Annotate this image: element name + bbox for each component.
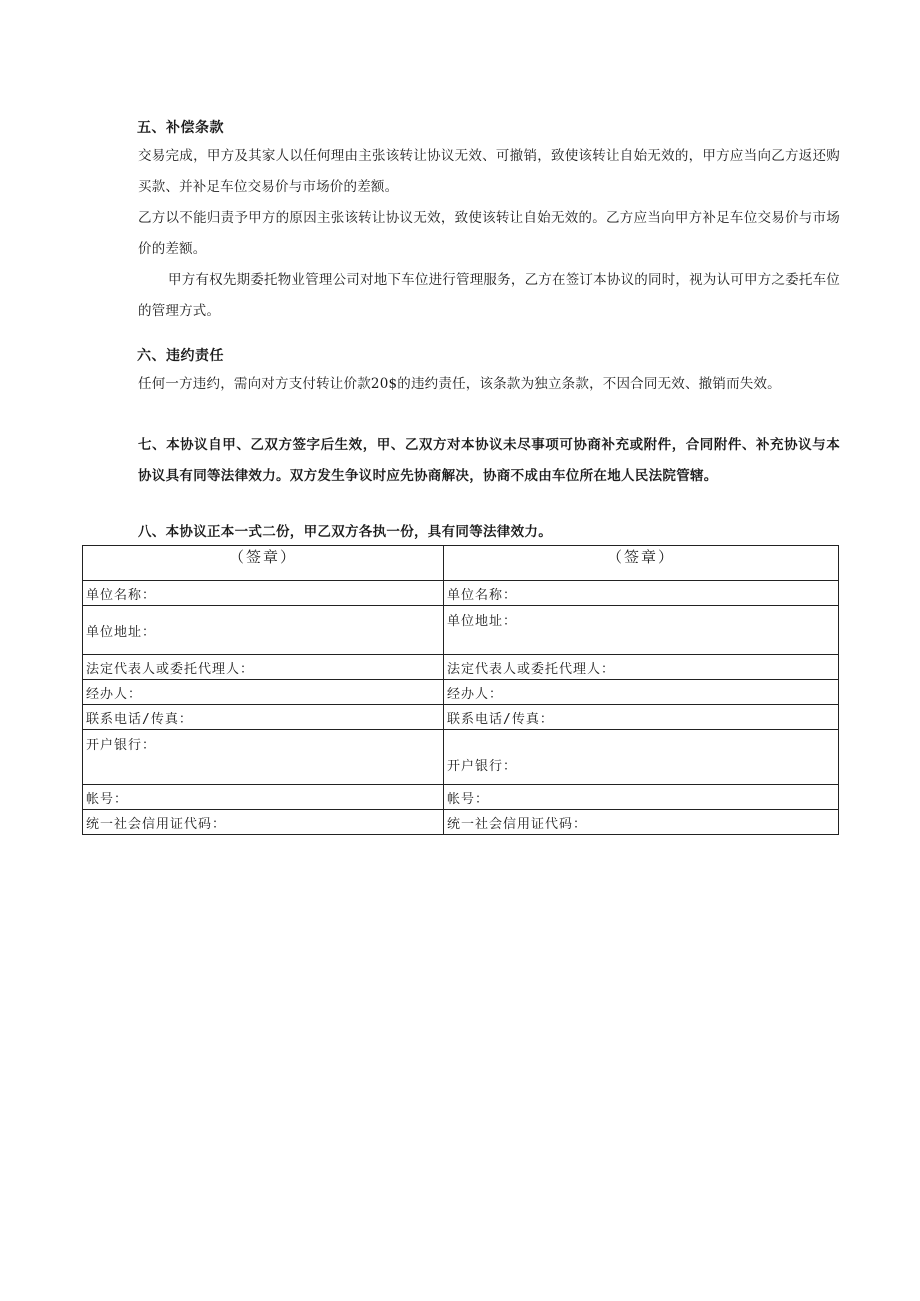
table-row <box>83 680 839 705</box>
section-6-heading: 六、违约责任 <box>137 348 224 364</box>
section-5-paragraph-3: 甲方有权先期委托物业管理公司对地下车位进行管理服务，乙方在签订本协议的同时，视为认可甲方之委托车位的管理方式。 <box>138 272 840 319</box>
party-b-seal: （签章） <box>444 546 839 581</box>
signature-table <box>82 545 839 835</box>
party-b-legal-rep: 法定代表人或委托代理人： <box>444 655 839 680</box>
party-a-bank: 开户银行： <box>83 730 444 785</box>
party-a-seal: （签章） <box>83 546 444 581</box>
party-b-credit-code: 统一社会信用证代码： <box>444 810 839 835</box>
table-row <box>83 546 839 581</box>
party-a-credit-code: 统一社会信用证代码： <box>83 810 444 835</box>
party-b-phone-fax: 联系电话/传真： <box>444 705 839 730</box>
section-8-paragraph: 八、本协议正本一式二份，甲乙双方各执一份，具有同等法律效力。 <box>138 524 552 540</box>
party-b-unit-address: 单位地址： <box>444 606 839 655</box>
section-6-paragraph-1: 任何一方违约，需向对方支付转让价款20$的违约责任，该条款为独立条款，不因合同无效、撤销而失效。 <box>138 376 781 392</box>
section-5-paragraph-1: 交易完成，甲方及其家人以任何理由主张该转让协议无效、可撤销，致使该转让自始无效的，甲方应当向乙方返还购买款、并补足车位交易价与市场价的差额。 <box>138 148 840 195</box>
party-b-account: 帐号： <box>444 785 839 810</box>
table-row <box>83 705 839 730</box>
party-a-unit-name: 单位名称： <box>83 581 444 606</box>
section-5-heading: 五、补偿条款 <box>137 120 224 136</box>
section-5-paragraph-2: 乙方以不能归责予甲方的原因主张该转让协议无效，致使该转让自始无效的。乙方应当向甲方补足车位交易价与市场价的差额。 <box>138 210 840 257</box>
party-a-account: 帐号： <box>83 785 444 810</box>
party-b-unit-name: 单位名称： <box>444 581 839 606</box>
table-row <box>83 730 839 785</box>
party-a-handler: 经办人： <box>83 680 444 705</box>
party-b-bank: 开户银行： <box>444 730 839 785</box>
party-a-unit-address: 单位地址： <box>83 606 444 655</box>
party-a-legal-rep: 法定代表人或委托代理人： <box>83 655 444 680</box>
table-row <box>83 785 839 810</box>
party-a-phone-fax: 联系电话/传真： <box>83 705 444 730</box>
party-b-handler: 经办人： <box>444 680 839 705</box>
table-row <box>83 810 839 835</box>
section-7-paragraph: 七、本协议自甲、乙双方签字后生效，甲、乙双方对本协议未尽事项可协商补充或附件，合同附件、补充协议与本协议具有同等法律效力。双方发生争议时应先协商解决，协商不成由车位所在地人民法院管辖。 <box>138 437 840 484</box>
table-row <box>83 655 839 680</box>
table-row <box>83 581 839 606</box>
table-row <box>83 606 839 655</box>
